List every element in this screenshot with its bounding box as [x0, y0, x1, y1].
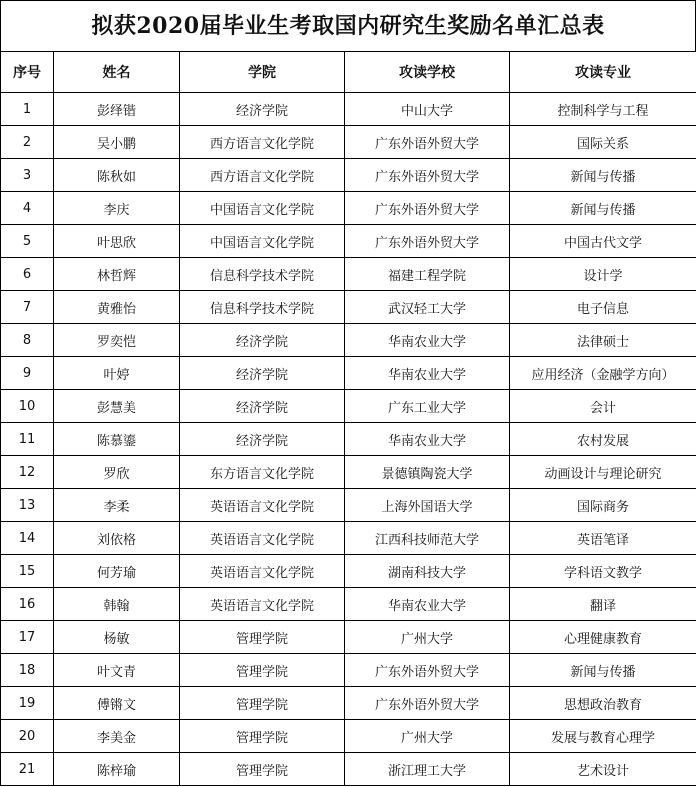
cell-college: 经济学院 [180, 93, 345, 126]
cell-name: 林哲辉 [54, 258, 180, 291]
cell-index: 13 [1, 489, 54, 522]
cell-index: 18 [1, 654, 54, 687]
cell-name: 何芳瑜 [54, 555, 180, 588]
cell-college: 管理学院 [180, 753, 345, 786]
cell-college: 信息科学技术学院 [180, 258, 345, 291]
cell-target-major: 农村发展 [510, 423, 696, 456]
cell-name: 叶文青 [54, 654, 180, 687]
table-row [1, 423, 696, 456]
cell-name: 彭绎锴 [54, 93, 180, 126]
header-college: 学院 [180, 52, 345, 93]
cell-target-school: 江西科技师范大学 [345, 522, 510, 555]
table-row [1, 720, 696, 753]
cell-target-major: 艺术设计 [510, 753, 696, 786]
cell-college: 英语语言文化学院 [180, 588, 345, 621]
cell-target-major: 心理健康教育 [510, 621, 696, 654]
cell-index: 17 [1, 621, 54, 654]
table-row [1, 357, 696, 390]
cell-index: 14 [1, 522, 54, 555]
cell-target-major: 翻译 [510, 588, 696, 621]
cell-index: 10 [1, 390, 54, 423]
cell-target-school: 广东外语外贸大学 [345, 687, 510, 720]
cell-college: 英语语言文化学院 [180, 522, 345, 555]
cell-target-school: 景德镇陶瓷大学 [345, 456, 510, 489]
table-row [1, 456, 696, 489]
table-row [1, 192, 696, 225]
cell-name: 陈秋如 [54, 159, 180, 192]
cell-index: 16 [1, 588, 54, 621]
cell-target-school: 华南农业大学 [345, 357, 510, 390]
cell-college: 西方语言文化学院 [180, 126, 345, 159]
table-row [1, 489, 696, 522]
cell-target-school: 湖南科技大学 [345, 555, 510, 588]
cell-index: 4 [1, 192, 54, 225]
cell-college: 经济学院 [180, 390, 345, 423]
cell-target-school: 中山大学 [345, 93, 510, 126]
cell-college: 管理学院 [180, 621, 345, 654]
table-row [1, 522, 696, 555]
table-row [1, 390, 696, 423]
table-row [1, 258, 696, 291]
cell-target-school: 广州大学 [345, 621, 510, 654]
cell-name: 李美金 [54, 720, 180, 753]
cell-name: 刘依格 [54, 522, 180, 555]
cell-target-major: 设计学 [510, 258, 696, 291]
sheet-title: 拟获2020届毕业生考取国内研究生奖励名单汇总表 [0, 0, 696, 51]
cell-name: 李柔 [54, 489, 180, 522]
cell-college: 管理学院 [180, 687, 345, 720]
header-name: 姓名 [54, 52, 180, 93]
cell-target-school: 华南农业大学 [345, 588, 510, 621]
cell-target-major: 应用经济（金融学方向） [510, 357, 696, 390]
cell-name: 黄雅怡 [54, 291, 180, 324]
cell-name: 彭慧美 [54, 390, 180, 423]
cell-name: 罗奕恺 [54, 324, 180, 357]
cell-name: 李庆 [54, 192, 180, 225]
cell-college: 管理学院 [180, 720, 345, 753]
table-row [1, 324, 696, 357]
cell-target-major: 英语笔译 [510, 522, 696, 555]
cell-index: 15 [1, 555, 54, 588]
table-header-row [1, 52, 696, 93]
cell-college: 东方语言文化学院 [180, 456, 345, 489]
cell-target-school: 广东外语外贸大学 [345, 192, 510, 225]
cell-college: 信息科学技术学院 [180, 291, 345, 324]
cell-target-major: 新闻与传播 [510, 159, 696, 192]
cell-college: 中国语言文化学院 [180, 225, 345, 258]
cell-target-school: 广东外语外贸大学 [345, 225, 510, 258]
cell-college: 西方语言文化学院 [180, 159, 345, 192]
cell-index: 3 [1, 159, 54, 192]
cell-index: 7 [1, 291, 54, 324]
cell-college: 经济学院 [180, 324, 345, 357]
cell-index: 19 [1, 687, 54, 720]
cell-index: 5 [1, 225, 54, 258]
table-row [1, 159, 696, 192]
table-row [1, 687, 696, 720]
cell-college: 英语语言文化学院 [180, 489, 345, 522]
cell-target-major: 电子信息 [510, 291, 696, 324]
table-row [1, 93, 696, 126]
cell-name: 吴小鹏 [54, 126, 180, 159]
cell-target-major: 国际关系 [510, 126, 696, 159]
table-row [1, 621, 696, 654]
cell-college: 管理学院 [180, 654, 345, 687]
cell-index: 21 [1, 753, 54, 786]
cell-index: 12 [1, 456, 54, 489]
cell-index: 11 [1, 423, 54, 456]
cell-target-school: 福建工程学院 [345, 258, 510, 291]
cell-name: 陈梓瑜 [54, 753, 180, 786]
cell-college: 经济学院 [180, 357, 345, 390]
cell-target-major: 动画设计与理论研究 [510, 456, 696, 489]
cell-name: 韩翰 [54, 588, 180, 621]
cell-target-major: 学科语文教学 [510, 555, 696, 588]
cell-name: 罗欣 [54, 456, 180, 489]
cell-target-major: 国际商务 [510, 489, 696, 522]
cell-target-school: 广东外语外贸大学 [345, 654, 510, 687]
award-table [0, 51, 696, 786]
cell-target-major: 会计 [510, 390, 696, 423]
table-row [1, 126, 696, 159]
header-target-school: 攻读学校 [345, 52, 510, 93]
cell-name: 傅锵文 [54, 687, 180, 720]
cell-target-major: 中国古代文学 [510, 225, 696, 258]
cell-target-school: 广东工业大学 [345, 390, 510, 423]
cell-name: 陈慕鎏 [54, 423, 180, 456]
cell-target-school: 武汉轻工大学 [345, 291, 510, 324]
header-target-major: 攻读专业 [510, 52, 696, 93]
cell-name: 叶思欣 [54, 225, 180, 258]
table-row [1, 291, 696, 324]
cell-target-school: 华南农业大学 [345, 324, 510, 357]
cell-target-major: 思想政治教育 [510, 687, 696, 720]
cell-target-school: 广东外语外贸大学 [345, 126, 510, 159]
table-row [1, 225, 696, 258]
cell-college: 经济学院 [180, 423, 345, 456]
cell-target-school: 上海外国语大学 [345, 489, 510, 522]
cell-target-major: 新闻与传播 [510, 192, 696, 225]
table-row [1, 588, 696, 621]
table-row [1, 555, 696, 588]
table-row [1, 753, 696, 786]
cell-target-major: 法律硕士 [510, 324, 696, 357]
cell-name: 杨敏 [54, 621, 180, 654]
cell-target-school: 广东外语外贸大学 [345, 159, 510, 192]
cell-index: 9 [1, 357, 54, 390]
cell-target-school: 华南农业大学 [345, 423, 510, 456]
cell-target-school: 浙江理工大学 [345, 753, 510, 786]
header-index: 序号 [1, 52, 54, 93]
table-body [1, 93, 696, 786]
cell-index: 8 [1, 324, 54, 357]
cell-target-school: 广州大学 [345, 720, 510, 753]
cell-name: 叶婷 [54, 357, 180, 390]
cell-index: 1 [1, 93, 54, 126]
cell-college: 英语语言文化学院 [180, 555, 345, 588]
table-row [1, 654, 696, 687]
cell-target-major: 新闻与传播 [510, 654, 696, 687]
cell-college: 中国语言文化学院 [180, 192, 345, 225]
cell-index: 6 [1, 258, 54, 291]
cell-index: 20 [1, 720, 54, 753]
cell-target-major: 控制科学与工程 [510, 93, 696, 126]
cell-index: 2 [1, 126, 54, 159]
cell-target-major: 发展与教育心理学 [510, 720, 696, 753]
